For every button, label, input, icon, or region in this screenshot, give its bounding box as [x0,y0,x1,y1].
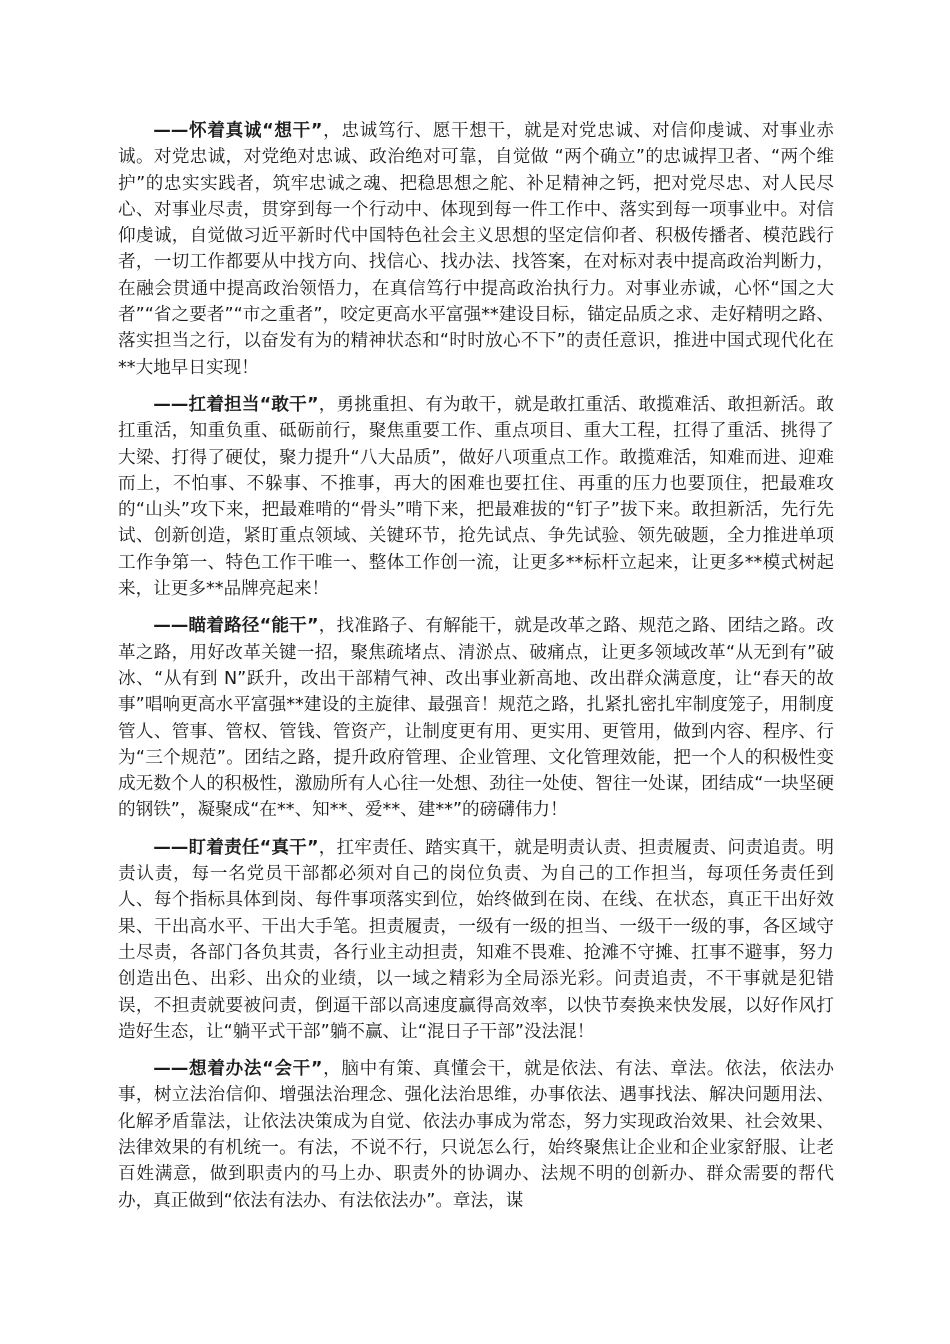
paragraph-lead: ——想着办法“会干” [153,1059,323,1080]
paragraph-dare-to-do [118,392,834,602]
paragraph-lead: ——盯着责任“真干” [153,837,319,858]
paragraph-lead: ——扛着担当“敢干” [153,394,319,415]
paragraph-lead: ——怀着真诚“想干” [153,121,323,141]
paragraph-able-to-do [118,613,834,823]
paragraph-lead: ——瞄着路径“能干” [153,616,319,637]
paragraph-body: ，脑中有策、真懂会干，就是依法、有法、章法。依法，依法办事，树立法治信仰、增强法治理念、强化法治思维，办事依法、遇事找法、解决问题用法、化解矛盾靠法，让依法决策成为自觉、依法办事成为常态，努力实现政治效果、社会效果、法律效果的有机统一。有法，不说不行，只说怎么行，始终聚焦让企业和企业家舒服、让老百姓满意，做到职责内的马上办、职责外的协调办、法规不明的创新办、群众需要的帮代办，真正做到“依法有法办、有法依法办”。章法，谋 [118,1059,834,1211]
paragraph-body: ，扛牢责任、踏实真干，就是明责认责、担责履责、问责追责。明责认责，每一名党员干部都必须对自己的岗位负责、为自己的工作担当，每项任务责任到人、每个指标具体到岗、每件事项落实到位，始终做到在岗、在线、在状态，真正干出好效果、干出高水平、干出大手笔。担责履责，一级有一级的担当、一级干一级的事，各区域守土尽责，各部门各负其责，各行业主动担责，知难不畏难、抢滩不守摊、扛事不避事，努力创造出色、出彩、出众的业绩，以一域之精彩为全局添光彩。问责追责，不干事就是犯错误，不担责就要被问责，倒逼干部以高速度赢得高效率，以快节奏换来快发展，以好作风打造好生态，让“躺平式干部”躺不赢、让“混日子干部”没法混！ [118,837,834,1042]
paragraph-body: ，找准路子、有解能干，就是改革之路、规范之路、团结之路。改革之路，用好改革关键一招，聚焦疏堵点、清淤点、破痛点，让更多领域改革“从无到有”破冰、“从有到 N”跃升，改出干部精气神、改出事业新高地、改出群众满意度，让“春天的故事”唱响更高水平富强**建设的主旋律、最强音！规范之路，扎紧扎密扎牢制度笼子，用制度管人、管事、管权、管钱、管资产，让制度更有用、更实用、更管用，做到内容、程序、行为“三个规范”。团结之路，提升政府管理、企业管理、文化管理效能，把一个人的积极性变成无数个人的积极性，激励所有人心往一处想、劲往一处使、智往一处谋，团结成“一块坚硬的钢铁”，凝聚成“在**、知**、爱**、建**”的磅礴伟力！ [118,616,834,821]
paragraph-body: ，忠诚笃行、愿干想干，就是对党忠诚、对信仰虔诚、对事业赤诚。对党忠诚，对党绝对忠诚、政治绝对可靠，自觉做 “两个确立”的忠诚捍卫者、“两个维护”的忠实实践者，筑牢忠诚之魂、把稳思想之舵、补足精神之钙，把对党尽忠、对人民尽心、对事业尽责，贯穿到每一个行动中、体现到每一件工作中、落实到每一项事业中。对信仰虔诚，自觉做习近平新时代中国特色社会主义思想的坚定信仰者、积极传播者、模范践行者，一切工作都要从中找方向、找信心、找办法、找答案，在对标对表中提高政治判断力，在融会贯通中提高政治领悟力，在真信笃行中提高政治执行力。对事业赤诚，心怀“国之大者”“省之要者”“市之重者”，咬定更高水平富强**建设目标，锚定品质之求、走好精明之路、落实担当之行，以奋发有为的精神状态和“时时放心不下”的责任意识，推进中国式现代化在**大地早日实现！ [118,121,834,378]
paragraph-know-how-to-do [118,1056,834,1214]
paragraph-body: ，勇挑重担、有为敢干，就是敢扛重活、敢揽难活、敢担新活。敢扛重活，知重负重、砥砺前行，聚焦重要工作、重点项目、重大工程，扛得了重活、挑得了大梁、打得了硬仗，聚力提升“八大品质”，做好八项重点工作。敢揽难活，知难而进、迎难而上，不怕事、不躲事、不推事，再大的困难也要扛住、再重的压力也要顶住，把最难攻的“山头”攻下来，把最难啃的“骨头”啃下来，把最难拔的“钉子”拔下来。敢担新活，先行先试、创新创造，紧盯重点领域、关键环节，抢先试点、争先试验、领先破题，全力推进单项工作争第一、特色工作干唯一、整体工作创一流，让更多**标杆立起来，让更多**模式树起来，让更多**品牌亮起来！ [118,394,834,600]
paragraph-really-do [118,835,834,1045]
document-page [118,118,834,1225]
paragraph-want-to-do [118,118,834,381]
